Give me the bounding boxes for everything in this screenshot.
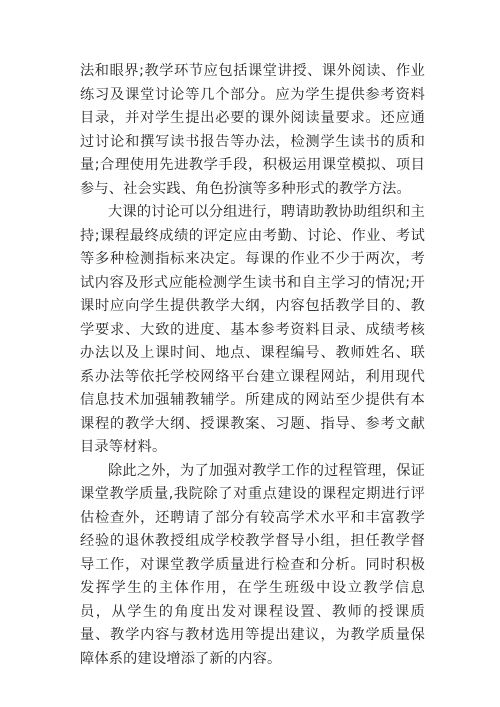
paragraph-1: 法和眼界;教学环节应包括课堂讲授、课外阅读、作业练习及课堂讨论等几个部分。应为学生提供参考资料目录，并对学生提出必要的课外阅读量要求。还应通过讨论和撰写读书报告等办法，检测学生读书的质和量;合理使用先进教学手段，积极运用课堂模拟、项目参与、社会实践、角色扮演等多种形式的教学方法。 [80,63,425,197]
paragraph-3: 除此之外，为了加强对教学工作的过程管理，保证课堂教学质量,我院除了对重点建设的课程定期进行评估检查外，还聘请了部分有较高学术水平和丰富教学经验的退休教授组成学校教学督导小组，担任教学督导工作，对课堂教学质量进行检查和分析。同时积极发挥学生的主体作用，在学生班级中设立教学信息员，从学生的角度出发对课程设置、教师的授课质量、教学内容与教材选用等提出建议，为教学质量保障体系的建设增添了新的内容。 [80,462,425,667]
paragraph-2: 大课的讨论可以分组进行，聘请助教协助组织和主持;课程最终成绩的评定应由考勤、讨论、作业、考试等多种检测指标来决定。每课的作业不少于两次，考试内容及形式应能检测学生读书和自主学习的情况;开课时应向学生提供教学大纲，内容包括教学目的、教学要求、大致的进度、基本参考资料目录、成绩考核办法以及上课时间、地点、课程编号、教师姓名、联系办法等依托学校网络平台建立课程网站，利用现代信息技术加强辅教辅学。所建成的网站至少提供有本课程的教学大纲、授课教案、习题、指导、参考文献目录等材料。 [80,204,425,455]
document-body [80,60,425,671]
